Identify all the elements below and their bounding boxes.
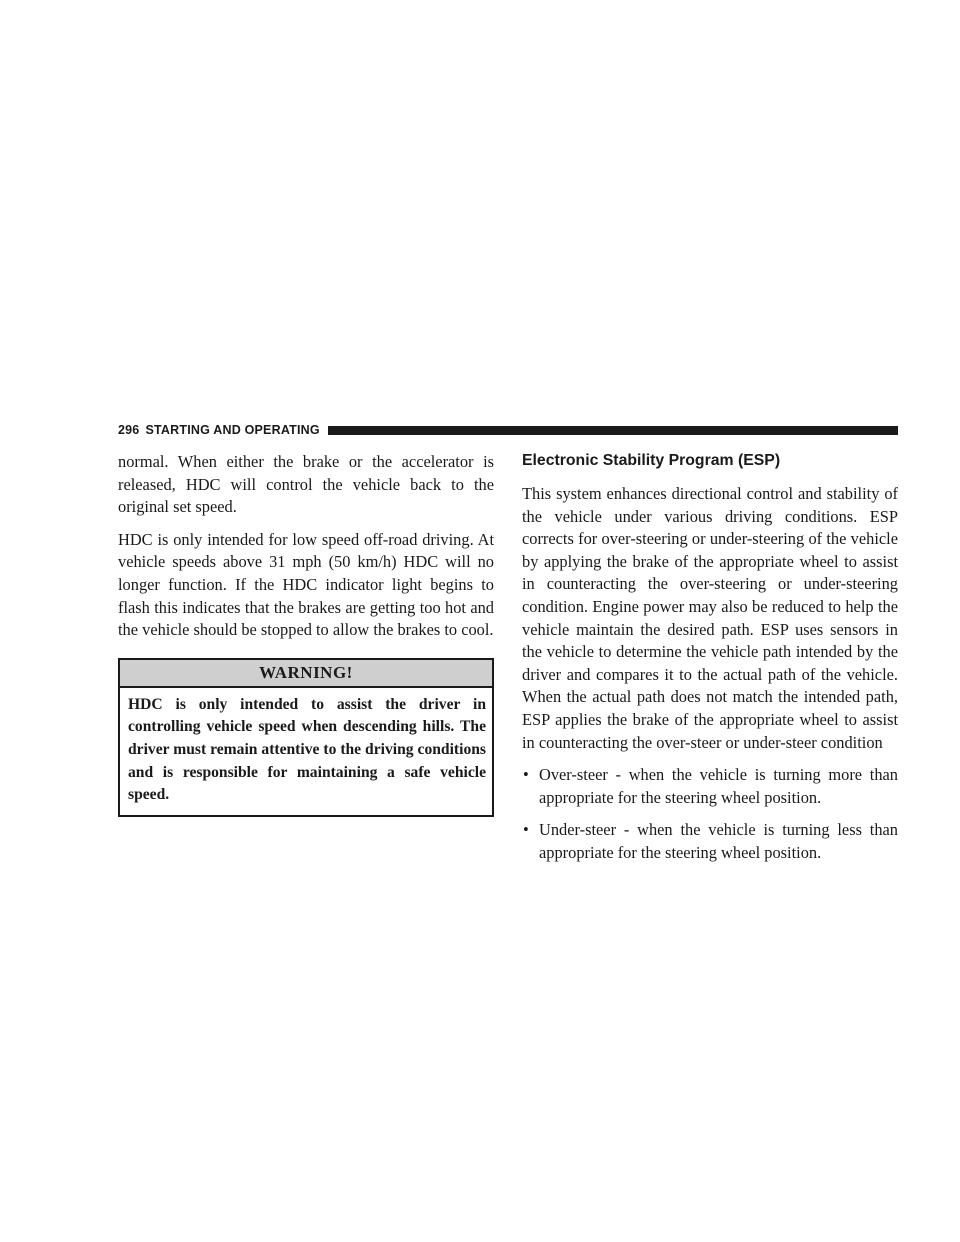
page-number: 296 [118, 423, 140, 437]
warning-box [118, 658, 494, 817]
warning-text: HDC is only intended to assist the driver in controlling vehicle speed when descending hills. The driver must remain attentive to the driving conditions and is responsible for maintaining a safe vehicle speed. [128, 695, 486, 804]
right-column [522, 451, 898, 875]
page-header [118, 420, 898, 440]
esp-heading: Electronic Stability Program (ESP) [522, 452, 781, 469]
left-column [118, 451, 494, 817]
header-rule [328, 426, 898, 435]
section-title: STARTING AND OPERATING [145, 423, 320, 437]
bullet-icon: • [523, 765, 529, 785]
esp-paragraph: This system enhances directional control and stability of the vehicle under various driving conditions. ESP corrects for over-steering or under-steering of the vehicle by applying the brake of the appropriate wheel to assist in counteracting the over-steering or under-steering condition. Engine power may also be reduced to help the vehicle maintain the desired path. ESP uses sensors in the vehicle to determine the vehicle path intended by the driver and compares it to the actual path of the vehicle. When the actual path does not match the intended path, ESP applies the brake of the appropriate wheel to assist in counteracting the over-steer or under-steer condition [522, 484, 898, 752]
list-item [522, 764, 898, 809]
bullet-text-understeer: Under-steer - when the vehicle is turning less than appropriate for the steering wheel position. [539, 820, 898, 862]
esp-bullet-list [522, 764, 898, 864]
list-item [522, 819, 898, 864]
warning-title: WARNING! [120, 660, 492, 688]
paragraph-hdc-limits: HDC is only intended for low speed off-road driving. At vehicle speeds above 31 mph (50 km/h) HDC will no longer function. If the HDC indicator light begins to flash this indicates that the brakes are getting too hot and the vehicle should be stopped to allow the brakes to cool. [118, 529, 494, 640]
paragraph-hdc-normal: normal. When either the brake or the accelerator is released, HDC will control the vehicle back to the original set speed. [118, 452, 494, 517]
bullet-icon: • [523, 820, 529, 840]
bullet-text-oversteer: Over-steer - when the vehicle is turning more than appropriate for the steering wheel position. [539, 765, 898, 807]
